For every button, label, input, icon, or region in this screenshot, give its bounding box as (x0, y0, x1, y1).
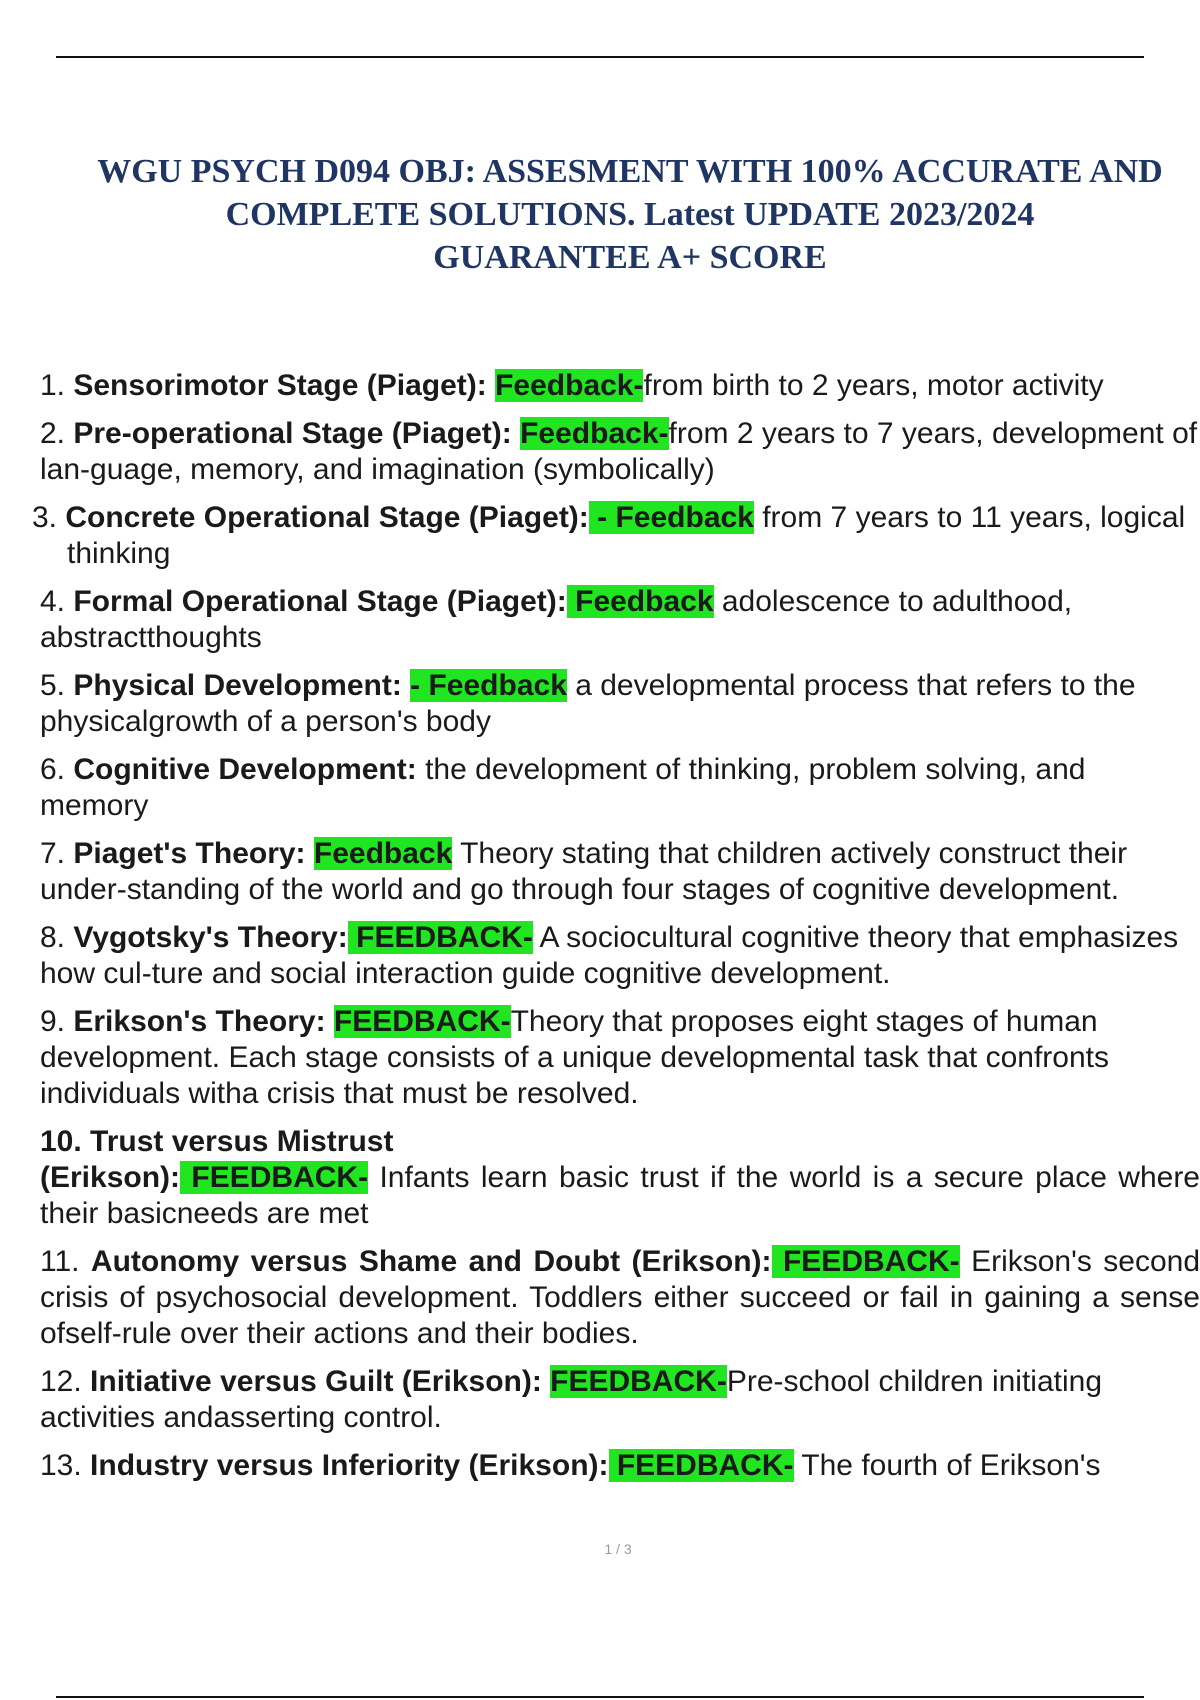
list-item-11: 11. Autonomy versus Shame and Doubt (Erikson): FEEDBACK- Erikson's second crisis of psychosocial development. Toddlers either succeed or fail in gaining a sense ofself-rule over their actions and their bodies. (40, 1245, 1200, 1350)
list-item-5: 5. Physical Development: - Feedback a developmental process that refers to the physicalgrowth of a person's body (40, 669, 1136, 738)
list-item-7: 7. Piaget's Theory: Feedback Theory stating that children actively construct their under-standing of the world and go through four stages of cognitive development. (40, 837, 1128, 906)
list-item-2: 2. Pre-operational Stage (Piaget): Feedback-from 2 years to 7 years, development of lan-guage, memory, and imagination (symbolically) (40, 417, 1198, 486)
list-item-4: 4. Formal Operational Stage (Piaget): Feedback adolescence to adulthood, abstractthoughts (40, 585, 1073, 654)
feedback-tag: FEEDBACK- (608, 1449, 794, 1482)
title-line-3: GUARANTEE A+ SCORE (433, 239, 827, 276)
list-item-1: 1. Sensorimotor Stage (Piaget): Feedback-from birth to 2 years, motor activity (40, 369, 1104, 402)
document-title (40, 150, 1200, 279)
list-item-6: 6. Cognitive Development: the development of thinking, problem solving, and memory (40, 753, 1086, 822)
feedback-tag: Feedback (313, 837, 453, 870)
list-item-9: 9. Erikson's Theory: FEEDBACK-Theory that proposes eight stages of human development. Each stage consists of a unique developmental task that confronts individuals witha crisis that must be resolved. (40, 1005, 1109, 1110)
bottom-rule (56, 1696, 1144, 1698)
feedback-tag: FEEDBACK- (771, 1245, 960, 1278)
feedback-tag: - (588, 501, 616, 534)
title-line-2: COMPLETE SOLUTIONS. Latest UPDATE 2023/2024 (225, 196, 1035, 233)
feedback-tag: FEEDBACK- (550, 1365, 727, 1398)
feedback-tag: Feedback- (520, 417, 669, 450)
title-line-1: WGU PSYCH D094 OBJ: ASSESMENT WITH 100% ACCURATE AND (97, 153, 1163, 190)
feedback-tag: - Feedback (410, 669, 567, 702)
feedback-tag: FEEDBACK- (180, 1161, 369, 1194)
feedback-tag: Feedback (615, 501, 754, 534)
list-item-10: 10. Trust versus Mistrust (Erikson): FEEDBACK- Infants learn basic trust if the world is a secure place where their basicneeds are met (40, 1125, 1200, 1230)
list-item-8: 8. Vygotsky's Theory: FEEDBACK- A sociocultural cognitive theory that emphasizes how cul-ture and social interaction guide cognitive development. (40, 921, 1179, 990)
list-item-3: 3. Concrete Operational Stage (Piaget): - Feedback from 7 years to 11 years, logical thinking (32, 501, 1186, 570)
feedback-tag: FEEDBACK- (333, 1005, 511, 1038)
feedback-tag: Feedback (566, 585, 714, 618)
page-number: 1 / 3 (604, 1541, 632, 1557)
list-item-13: 13. Industry versus Inferiority (Erikson): FEEDBACK- The fourth of Erikson's (40, 1449, 1101, 1482)
feedback-tag: Feedback- (495, 369, 644, 402)
question-list (32, 368, 1200, 1496)
list-item-12: 12. Initiative versus Guilt (Erikson): FEEDBACK-Pre-school children initiating activities andasserting control. (40, 1365, 1103, 1434)
top-rule (56, 56, 1144, 58)
feedback-tag: FEEDBACK- (347, 921, 533, 954)
